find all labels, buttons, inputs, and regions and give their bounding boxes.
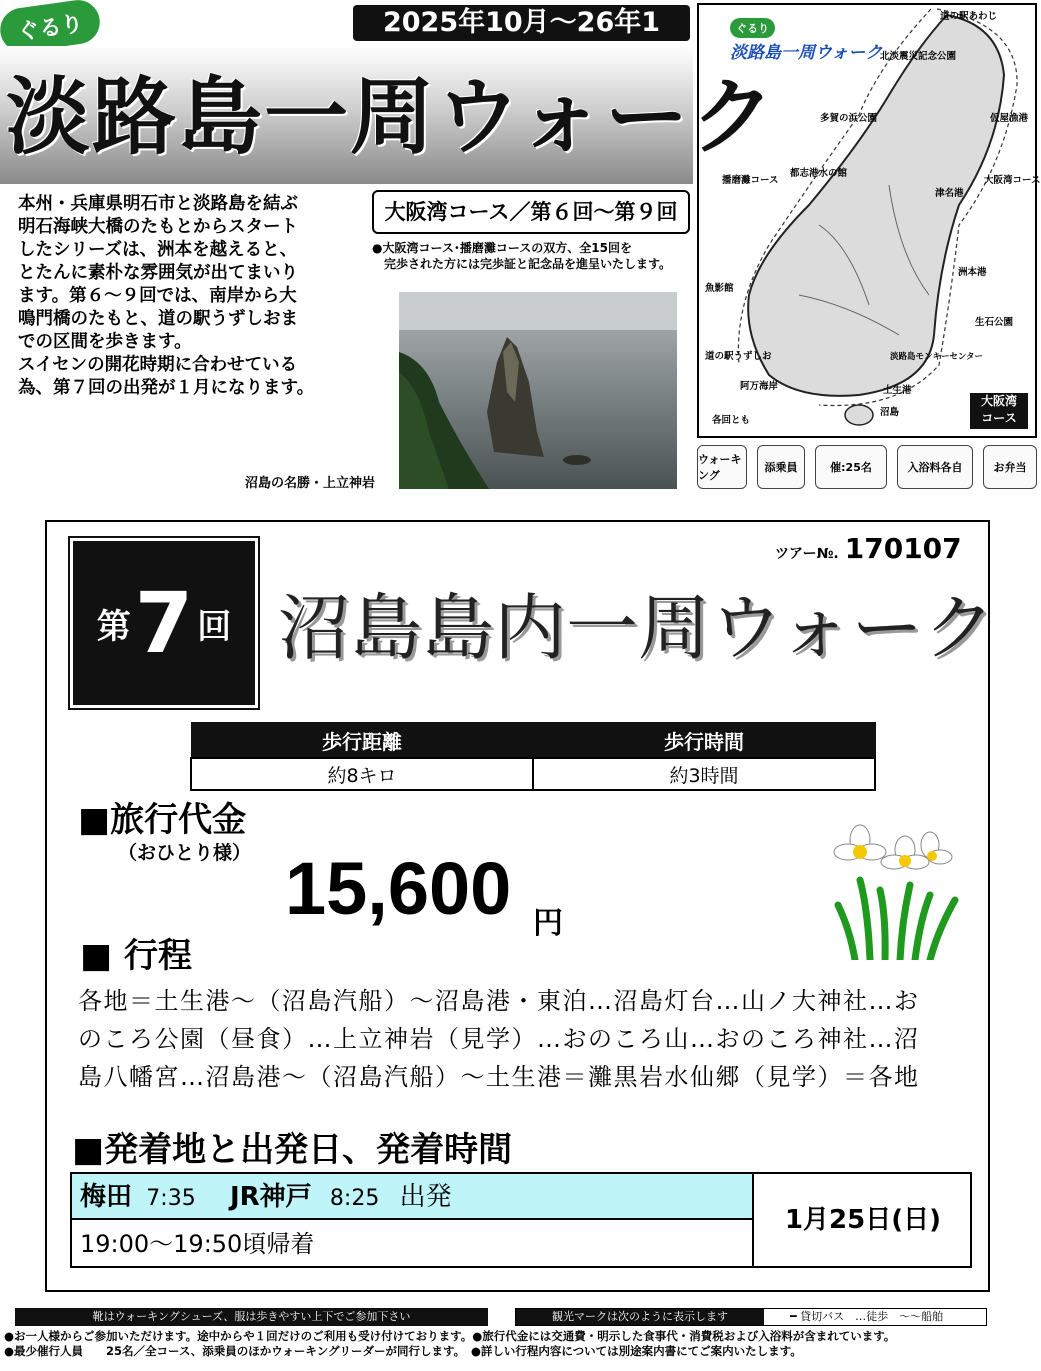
daffodil-illustration — [830, 820, 970, 960]
footer-note: ●最少催行人員 25名／全コース、添乗員のほかウォーキングリーダーが同行します。 ●詳しい行程内容については別途案内書にてご案内いたします。 — [4, 1344, 802, 1358]
map-label: 土生港 — [883, 385, 912, 396]
tour-number-value: 170107 — [844, 532, 962, 565]
map-corner-badge — [970, 393, 1028, 429]
itinerary-line: 島八幡宮…沼島港～（沼島汽船）～土生港＝灘黒岩水仙郷（見学）＝各地 — [78, 1063, 920, 1091]
course-label: 大阪湾コース／第６回～第９回 — [372, 190, 690, 234]
price-per-person: （おひとり様） — [118, 842, 252, 864]
price-heading: ■旅行代金 — [78, 800, 247, 840]
intro-line: したシリーズは、洲本を越えると、 — [18, 240, 298, 260]
round-number: 7 — [134, 574, 194, 672]
period-banner: 2025年10月～26年1 — [353, 5, 690, 41]
map-label: 各回とも — [712, 415, 751, 426]
intro-text — [18, 193, 348, 400]
page-title: 淡路島一周ウォーク — [6, 67, 777, 166]
intro-line: ます。第６～９回では、南岸から大 — [18, 286, 297, 306]
map-label: 洲本港 — [958, 267, 987, 278]
guide-icon: 添乗員 — [757, 445, 805, 489]
intro-line: とたんに素朴な雰囲気が出てまいり — [18, 263, 298, 283]
map-label: 播磨灘コース — [722, 175, 779, 186]
capacity-icon: 催:25名 — [815, 445, 887, 489]
walk-table — [190, 722, 876, 791]
distance-value: 約8キロ — [191, 758, 533, 790]
tour-number-label: ツアー№. — [775, 546, 839, 562]
intro-line: での区間を歩きます。 — [18, 332, 192, 352]
round-suffix: 回 — [197, 606, 232, 647]
intro-line: 明石海峡大橋のたもとからスタート — [18, 217, 298, 237]
map-label: 阿万海岸 — [740, 381, 779, 392]
map-label: 仮屋漁港 — [990, 113, 1029, 124]
legend-label: 観光マークは次のように表示します — [516, 1309, 764, 1325]
map-label: 沼島 — [880, 407, 900, 418]
intro-line: 本州・兵庫県明石市と淡路島を結ぶ — [18, 194, 298, 214]
departure-heading: ■発着地と出発日、発着時間 — [72, 1130, 513, 1170]
time-value: 約3時間 — [533, 758, 875, 790]
intro-line: スイセンの開花時期に合わせている — [18, 355, 298, 375]
intro-line: 鳴門橋のたもと、道の駅うずしおま — [18, 309, 298, 329]
table-divider — [752, 1174, 754, 1266]
event-title: 沼島島内一周ウォーク — [278, 586, 996, 670]
intro-line: 為、第７回の出発が１月になります。 — [18, 378, 315, 398]
itinerary-line: 各地＝土生港～（沼島汽船）～沼島港・東泊…沼島灯台…山ノ大神社…お — [78, 987, 920, 1015]
map-label: 道の駅うずしお — [705, 351, 772, 362]
map-corner-line: 大阪湾 — [980, 394, 1017, 408]
map-logo: ぐるり — [730, 18, 775, 38]
departure-row — [72, 1174, 752, 1220]
departure-place: JR神戸 — [229, 1182, 312, 1212]
map-label: 都志港水の館 — [790, 168, 848, 179]
legend-items: ━ 貸切バス …徒歩 ～～船舶 — [790, 1310, 944, 1323]
footer-note: ●お一人様からご参加いただけます。途中からや１回だけのご利用も受け付けております。●旅行代金には交通費・明示した食事代・消費税および入浴料が含まれています。 — [4, 1329, 896, 1343]
itinerary-text — [78, 982, 978, 1096]
distance-header: 歩行距離 — [191, 723, 533, 759]
round-prefix: 第 — [96, 606, 131, 647]
departure-date: 1月25日(日) — [784, 1205, 942, 1235]
bath-fee-icon: 入浴料各自 — [897, 445, 973, 489]
departure-place: 梅田 — [80, 1182, 133, 1212]
course-note-line: ●大阪湾コース･播磨灘コースの双方、全15回を — [372, 241, 632, 255]
route-map — [697, 3, 1037, 438]
lunch-icon: お弁当 — [983, 445, 1037, 489]
map-label: 北淡震災記念公園 — [880, 51, 957, 62]
footer-dress-note: 靴はウォーキングシューズ、服は歩きやすい上下でご参加下さい — [15, 1308, 488, 1326]
feature-icons — [697, 444, 1037, 490]
price-amount: 15,600 — [285, 847, 512, 930]
map-corner-line: コース — [981, 411, 1017, 425]
series-logo: ぐるり — [0, 0, 103, 55]
footer-legend — [515, 1308, 987, 1326]
map-label: 多賀の浜公園 — [820, 113, 878, 124]
map-label: 生石公園 — [975, 317, 1014, 328]
departure-time: 7:35 — [146, 1186, 196, 1211]
price-unit: 円 — [533, 906, 563, 941]
return-row: 19:00～19:50頃帰着 — [80, 1230, 315, 1258]
departure-time: 8:25 — [329, 1186, 380, 1211]
course-note-line: 完歩された方には完歩証と記念品を進呈いたします。 — [384, 257, 672, 271]
map-label: 大阪湾コース — [984, 175, 1041, 186]
map-label: 道の駅あわじ — [940, 11, 998, 22]
time-header: 歩行時間 — [533, 723, 875, 759]
map-title: 淡路島一周ウォーク — [730, 43, 883, 63]
round-badge — [70, 538, 258, 708]
map-label: 津名港 — [935, 188, 964, 199]
map-label: 魚影館 — [705, 283, 734, 294]
course-note — [372, 240, 686, 272]
rock-photo — [399, 292, 677, 489]
tour-number — [775, 532, 962, 565]
photo-caption: 沼島の名勝・上立神岩 — [245, 476, 376, 491]
itinerary-heading: ■ 行程 — [80, 936, 192, 976]
map-label: 淡路島モンキーセンター — [890, 352, 983, 362]
walking-icon: ウォーキング — [697, 445, 747, 489]
departure-label: 出発 — [399, 1182, 452, 1212]
itinerary-line: のころ公園（昼食）…上立神岩（見学）…おのころ山…おのころ神社…沼 — [78, 1025, 920, 1053]
